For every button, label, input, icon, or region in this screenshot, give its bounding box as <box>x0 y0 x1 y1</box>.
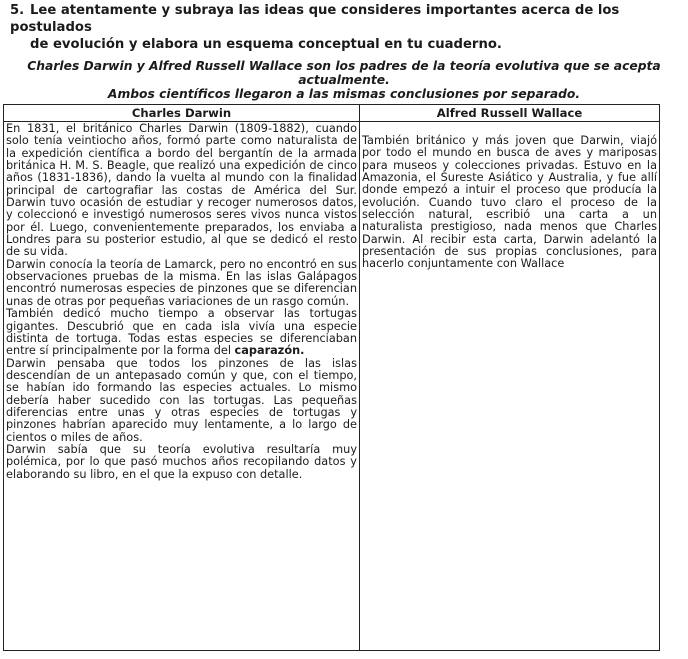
comparison-table <box>3 104 660 651</box>
darwin-paragraph-3-bold: caparazón. <box>234 344 305 358</box>
intro-line-1: Charles Darwin y Alfred Russell Wallace son los padres de la teoría evolutiva que se acepta actualmente. <box>27 59 661 87</box>
exercise-number: 5. <box>10 3 25 18</box>
table-header-row <box>4 105 660 122</box>
darwin-cell <box>4 122 360 651</box>
darwin-paragraph-2: Darwin conocía la teoría de Lamarck, pero no encontró en sus observaciones pruebas de la misma. En las islas Galápagos encontró numerosas especies de pinzones que se diferencian unas de otras por pequeñas variaciones de un rasgo común. <box>6 257 357 308</box>
darwin-paragraph-3 <box>6 308 357 357</box>
instruction-line-1: Lee atentamente y subraya las ideas que consideres importantes acerca de los postulados <box>10 3 620 35</box>
darwin-paragraph-4: Darwin pensaba que todos los pinzones de las islas descendían de un antepasado común y que, con el tiempo, se habían ido formando las especies actuales. Lo mismo debería haber sucedido con las tortugas. Las pequeñas diferencias entre unas y otras especies de tortugas y pinzones habrían aparecido muy lentamente, a lo largo de cientos o miles de años. <box>6 356 357 444</box>
instruction-line-2: de evolución y elabora un esquema conceptual en tu cuaderno. <box>30 37 502 52</box>
intro-statement <box>0 59 688 101</box>
header-wallace: Alfred Russell Wallace <box>360 105 660 122</box>
table-row <box>4 122 660 651</box>
darwin-paragraph-3-text: También dedicó mucho tiempo a observar las tortugas gigantes. Descubrió que en cada isla vivía una especie distinta de tortuga. Todas estas especies se diferenciaban entre sí principalmente por la forma del <box>6 307 357 358</box>
exercise-instruction <box>10 2 680 53</box>
wallace-paragraph-1: También británico y más joven que Darwin, viajó por todo el mundo en busca de aves y mariposas para museos y colecciones privadas. Estuvo en la Amazonia, el Sureste Asiático y Australia, y fue allí donde empezó a intuir el proceso que producía la evolución. Cuando tuvo claro el proceso de la selección natural, escribió una carta a un naturalista prestigioso, nada menos que Charles Darwin. Al recibir esta carta, Darwin adelantó la presentación de sus propias conclusiones, para hacerlo conjuntamente con Wallace <box>362 134 657 271</box>
intro-line-2: Ambos científicos llegaron a las mismas conclusiones por separado. <box>107 87 581 101</box>
darwin-paragraph-1: En 1831, el británico Charles Darwin (1809-1882), cuando solo tenía veintiocho años, formó parte como naturalista de la expedición científica a bordo del bergantín de la armada británica H. M. S. Beagle, que realizó una expedición de cinco años (1831-1836), dando la vuelta al mundo con la finalidad principal de cartografiar las costas de América del Sur. Darwin tuvo ocasión de estudiar y recoger numerosos datos, y coleccionó e investigó numerosos seres vivos nunca vistos por él. Luego, convenientemente preparados, los enviaba a Londres para su posterior estudio, al que se dedicó el resto de su vida. <box>6 122 357 259</box>
wallace-cell <box>360 122 660 651</box>
darwin-paragraph-5: Darwin sabía que su teoría evolutiva resultaría muy polémica, por lo que pasó muchos años recopilando datos y elaborando su libro, en el que la expuso con detalle. <box>6 442 357 481</box>
header-darwin: Charles Darwin <box>4 105 360 122</box>
